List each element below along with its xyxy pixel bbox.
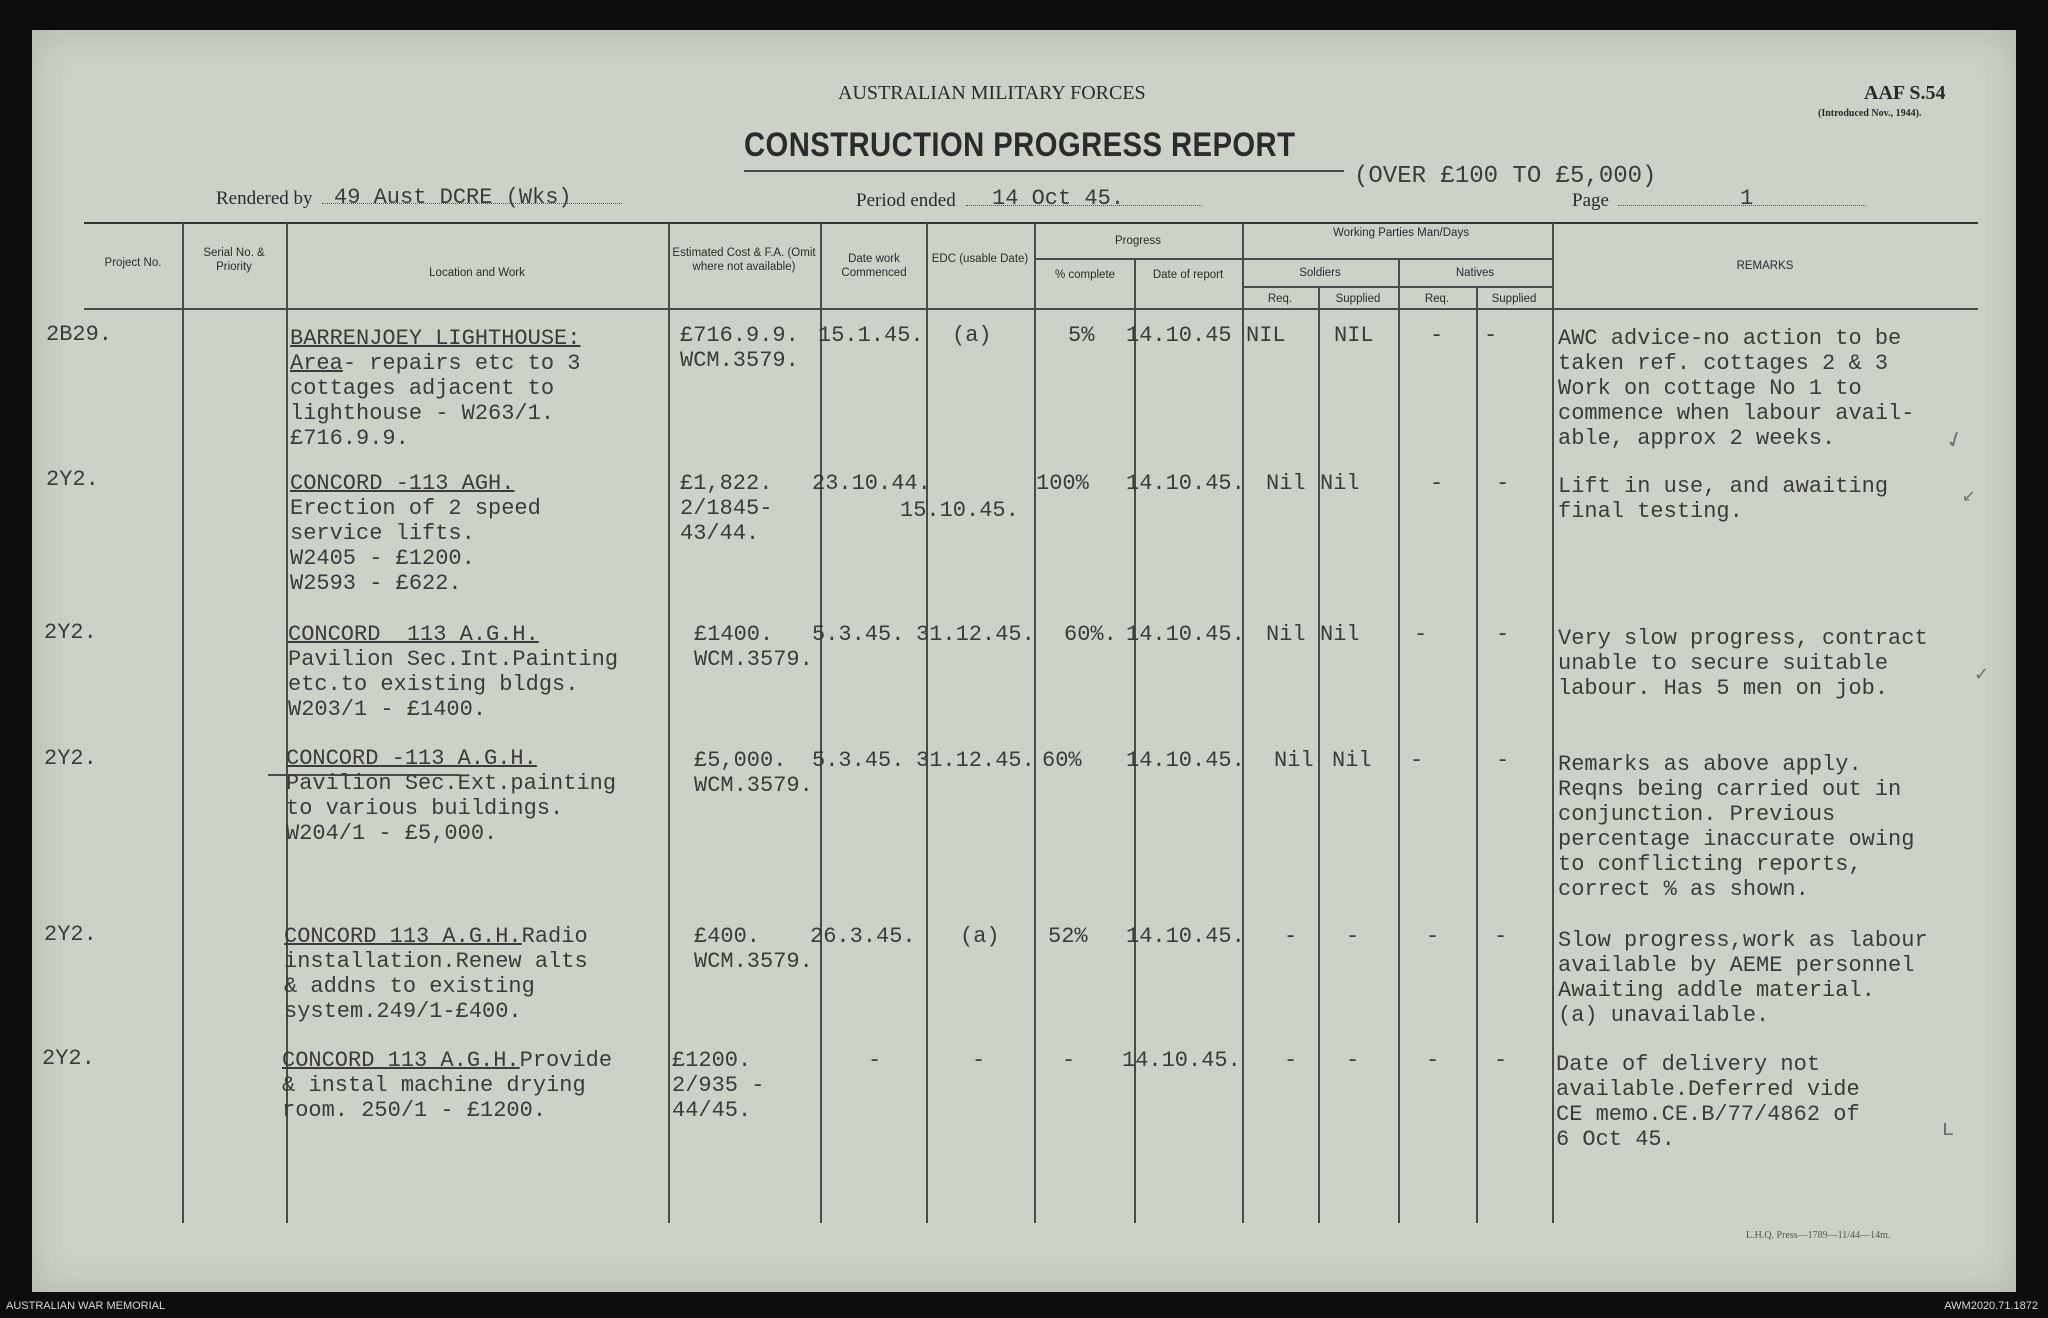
location-work: - repairs etc to 3 cottages adjacent to lighthouse - W263/1. £716.9.9. [290, 351, 581, 451]
col-divider [1398, 258, 1400, 1223]
natives-supplied: - [1494, 1048, 1508, 1073]
date-commenced: 5.3.45. [812, 622, 905, 647]
date-of-report: 14.10.45. [1122, 1048, 1241, 1073]
natives-req: - [1410, 748, 1424, 773]
col-header-soldiers-supplied: Supplied [1335, 293, 1381, 305]
col-header-pct: % complete [1054, 269, 1116, 281]
soldiers-req: Nil [1274, 748, 1314, 773]
project-no: 2Y2. [44, 746, 97, 771]
soldiers-req: Nil [1266, 622, 1306, 647]
soldiers-supplied: Nil [1320, 622, 1360, 647]
soldiers-supplied: Nil [1332, 748, 1372, 773]
location-title-rest: Provide [519, 1048, 613, 1073]
date-of-report: 14.10.45. [1126, 622, 1245, 647]
date-commenced: 5.3.45. [812, 748, 905, 773]
project-no: 2Y2. [46, 467, 99, 492]
date-commenced: 15.1.45. [818, 323, 924, 348]
estimated-cost: £400. WCM.3579. [694, 924, 813, 974]
location-work: Pavilion Sec.Ext.painting to various buildings. W204/1 - £5,000. [286, 771, 617, 846]
location-work: installation.Renew alts & addns to existing system.249/1-£400. [284, 949, 588, 1024]
col-header-soldiers: Soldiers [1299, 267, 1341, 279]
col-header-commenced: Date work Commenced [841, 253, 907, 279]
rendered-by-label: Rendered by [216, 188, 313, 209]
remarks: Remarks as above apply. Reqns being carried out in conjunction. Previous percentage inaccurate owing to conflicting reports, correct % as shown. [1558, 752, 1915, 902]
col-divider [1552, 223, 1554, 1223]
soldiers-supplied: NIL [1334, 323, 1374, 348]
location-title: CONCORD -113 A.G.H. [286, 746, 537, 771]
title-underline [744, 170, 1344, 172]
percent-complete: 100% [1036, 471, 1089, 496]
project-no: 2B29. [46, 322, 113, 347]
natives-supplied: - [1484, 323, 1498, 348]
col-divider [182, 223, 184, 1223]
natives-supplied: - [1494, 924, 1508, 949]
header-bottom-rule [84, 308, 1978, 310]
natives-supplied: - [1496, 622, 1510, 647]
location-work: Erection of 2 speed service lifts. W2405 - £1200. W2593 - £622. [290, 496, 541, 596]
date-commenced: 26.3.45. [810, 924, 916, 949]
form-number: AAF S.54 [1864, 82, 1946, 104]
progress-rule [1034, 258, 1552, 260]
percent-complete: - [1062, 1048, 1076, 1073]
natives-supplied: - [1496, 471, 1510, 496]
date-of-report: 14.10.45 [1126, 323, 1232, 348]
natives-req: - [1426, 924, 1440, 949]
col-header-date-report: Date of report [1152, 269, 1224, 281]
org-name: AUSTRALIAN MILITARY FORCES [838, 82, 1146, 104]
project-no: 2Y2. [44, 620, 97, 645]
check-mark-icon: ✓ [1942, 425, 1969, 456]
natives-req: - [1414, 622, 1428, 647]
col-divider [1134, 258, 1136, 1223]
remarks: Date of delivery not available.Deferred vide CE memo.CE.B/77/4862 of 6 Oct 45. [1556, 1052, 1860, 1152]
check-mark-icon: ↙ [1962, 486, 1976, 505]
col-header-natives: Natives [1455, 267, 1495, 279]
location-title: CONCORD -113 AGH. [290, 471, 515, 496]
location-title: BARRENJOEY LIGHTHOUSE: [290, 326, 581, 351]
date-of-report: 14.10.45. [1126, 748, 1245, 773]
col-header-serial: Serial No. & Priority [203, 247, 265, 273]
percent-complete: 5% [1068, 323, 1095, 348]
table-top-rule [84, 222, 1978, 224]
soldiers-rule [1242, 286, 1552, 288]
location-title-rest: Radio [521, 924, 588, 949]
report-title: CONSTRUCTION PROGRESS REPORT [744, 126, 1296, 164]
estimated-cost: £1200. 2/935 - 44/45. [672, 1048, 765, 1123]
soldiers-req: - [1284, 924, 1298, 949]
percent-complete: 60% [1042, 748, 1082, 773]
project-no: 2Y2. [42, 1046, 95, 1071]
location-title: CONCORD 113 A.G.H. [282, 1048, 520, 1073]
col-header-edc: EDC (usable Date) [931, 253, 1029, 265]
location-work: & instal machine drying room. 250/1 - £1200. [282, 1073, 586, 1123]
period-label: Period ended [856, 190, 956, 211]
remarks: Lift in use, and awaiting final testing. [1558, 474, 1889, 524]
project-no: 2Y2. [44, 922, 97, 947]
date-commenced: - [868, 1048, 882, 1073]
soldiers-req: Nil [1266, 471, 1306, 496]
col-divider [926, 223, 928, 1223]
check-mark-icon: ✓ [1974, 664, 1990, 685]
estimated-cost: £5,000. WCM.3579. [694, 748, 813, 798]
col-divider [820, 223, 822, 1223]
col-header-project: Project No. [104, 257, 162, 269]
date-commenced: 23.10.44. [812, 471, 931, 496]
estimated-cost: £1,822. 2/1845- 43/44. [680, 471, 773, 546]
col-divider [1318, 286, 1320, 1223]
soldiers-req: - [1284, 1048, 1298, 1073]
form-introduced: (Introduced Nov., 1944). [1818, 108, 1922, 119]
remarks: AWC advice-no action to be taken ref. cottages 2 & 3 Work on cottage No 1 to commence when labour avail- able, approx 2 weeks. [1558, 326, 1915, 451]
col-divider [1476, 286, 1478, 1223]
natives-req: - [1430, 323, 1444, 348]
col-divider [1034, 223, 1036, 1223]
natives-supplied: - [1496, 748, 1510, 773]
edc-date: (a) [960, 924, 1000, 949]
col-divider [668, 223, 670, 1223]
page-value: 1 [1740, 186, 1754, 211]
soldiers-supplied: Nil [1320, 471, 1360, 496]
report-range: (OVER £100 TO £5,000) [1354, 163, 1657, 190]
edc-date: 31.12.45. [916, 622, 1035, 647]
remarks: Slow progress,work as labour available by AEME personnel Awaiting addle material. (a) unavailable. [1558, 928, 1928, 1028]
natives-req: - [1426, 1048, 1440, 1073]
archive-footer-right: AWM2020.71.1872 [1944, 1300, 2038, 1312]
page-label: Page [1572, 190, 1609, 211]
estimated-cost: £716.9.9. WCM.3579. [680, 323, 799, 373]
edc-date: 31.12.45. [916, 748, 1035, 773]
report-form [32, 30, 2016, 1292]
date-of-report: 14.10.45. [1126, 471, 1245, 496]
col-header-natives-req: Req. [1424, 293, 1450, 305]
edc-date: 15.10.45. [900, 498, 1019, 523]
check-mark-icon: ʟ [1942, 1116, 1954, 1141]
col-header-progress: Progress [1114, 235, 1162, 247]
period-value: 14 Oct 45. [992, 186, 1125, 211]
soldiers-supplied: - [1346, 1048, 1360, 1073]
col-header-cost: Estimated Cost & F.A. (Omit where not available) [672, 247, 816, 273]
col-divider [1242, 223, 1244, 1223]
edc-date: (a) [952, 323, 992, 348]
date-of-report: 14.10.45. [1126, 924, 1245, 949]
edc-date: - [972, 1048, 986, 1073]
archive-footer-left: AUSTRALIAN WAR MEMORIAL [6, 1300, 166, 1312]
soldiers-req: NIL [1246, 323, 1286, 348]
soldiers-supplied: - [1346, 924, 1360, 949]
estimated-cost: £1400. WCM.3579. [694, 622, 813, 672]
natives-req: - [1430, 471, 1444, 496]
rendered-by-value: 49 Aust DCRE (Wks) [334, 185, 572, 210]
col-header-location: Location and Work [429, 267, 525, 279]
location-title: CONCORD 113 A.G.H. [288, 622, 539, 647]
percent-complete: 60%. [1064, 622, 1117, 647]
col-header-soldiers-req: Req. [1267, 293, 1293, 305]
location-subtitle: Area [290, 351, 343, 376]
remarks: Very slow progress, contract unable to secure suitable labour. Has 5 men on job. [1558, 626, 1928, 701]
printer-note: L.H.Q. Press—1789—11/44—14m. [1746, 1230, 1891, 1241]
percent-complete: 52% [1048, 924, 1088, 949]
location-work: Pavilion Sec.Int.Painting etc.to existing bldgs. W203/1 - £1400. [288, 647, 619, 722]
col-header-remarks: REMARKS [1736, 260, 1794, 272]
location-title: CONCORD 113 A.G.H. [284, 924, 522, 949]
col-header-working-parties: Working Parties Man/Days [1333, 227, 1469, 239]
col-header-natives-supplied: Supplied [1491, 293, 1537, 305]
